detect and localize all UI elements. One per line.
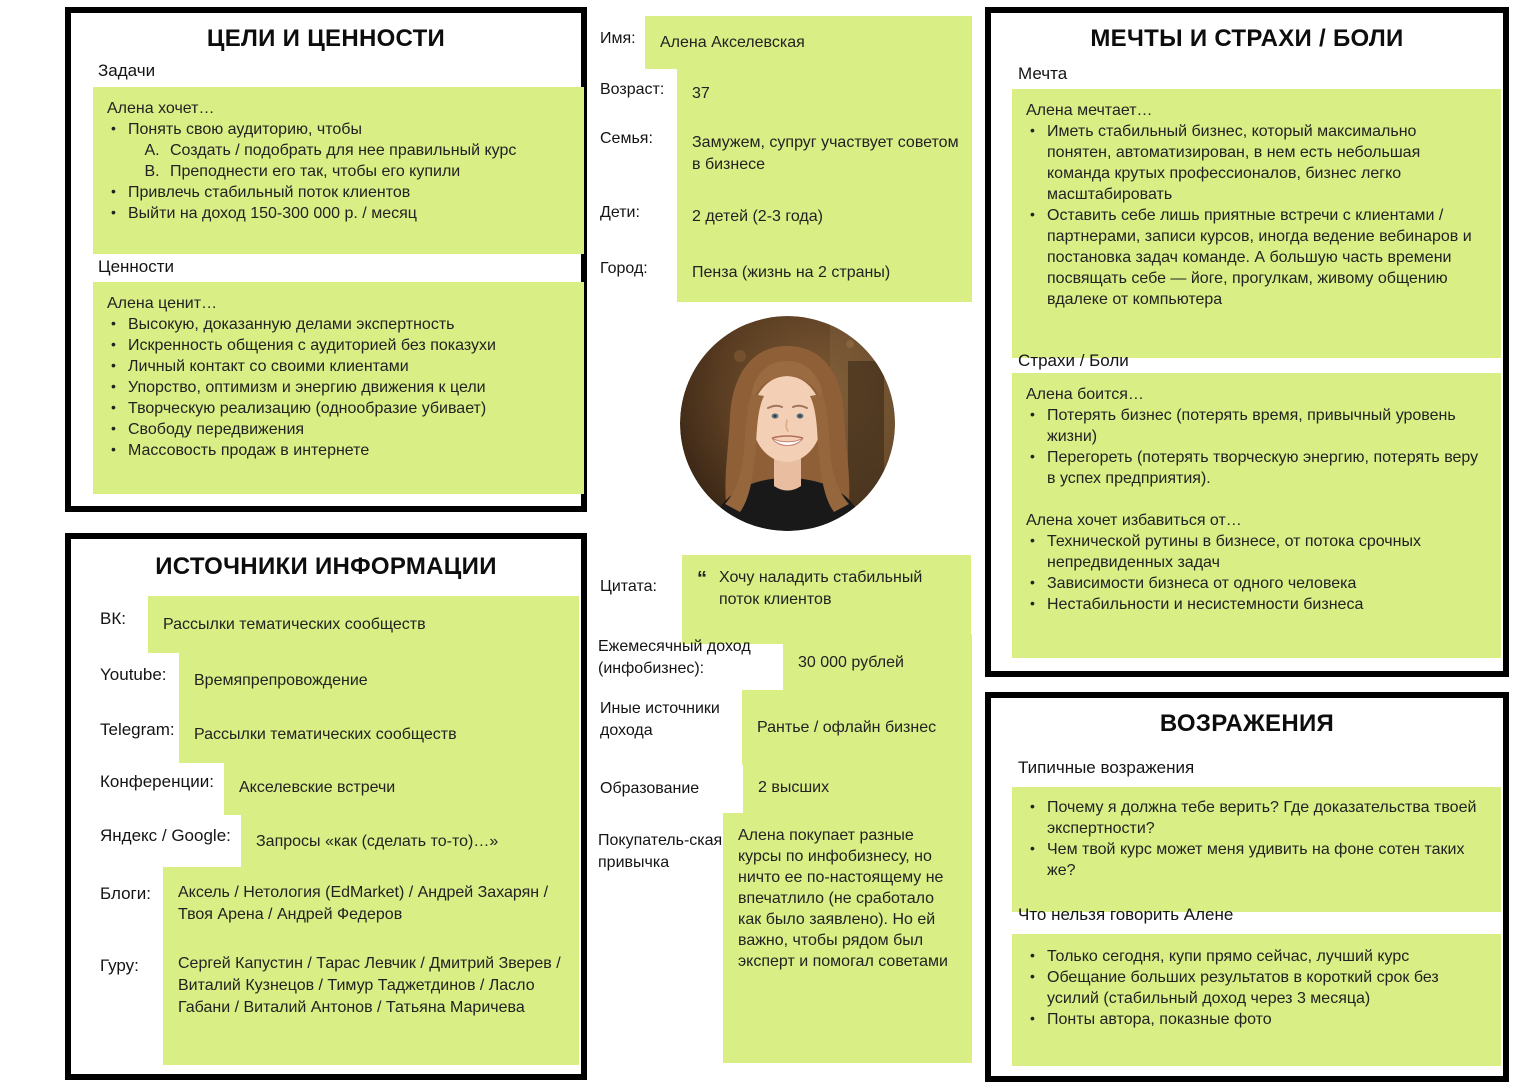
fears-intro: Алена боится…	[1026, 386, 1144, 403]
source-label-youtube: Youtube:	[100, 665, 167, 684]
source-label-guru: Гуру:	[100, 956, 139, 975]
list-item: • Перегореть (потерять творческую энергию, потерять веру в успех предприятия).	[1026, 447, 1483, 489]
list-item: • Свободу передвижения	[107, 419, 566, 440]
info-sources-panel	[65, 533, 587, 1080]
tasks-label: Задачи	[98, 61, 156, 80]
goals-values-panel	[65, 7, 587, 512]
quote-label: Цитата:	[600, 578, 657, 595]
list-item: • Оставить себе лишь приятные встречи с клиентами / партнерами, записи курсов, иногда ведение вебинаров и постановка задач команде. А большую часть времени посвящать себе — йоге, прогулкам, живому общению вдалеке от компьютера	[1026, 205, 1483, 310]
tasks-highlight	[93, 87, 584, 254]
rid-intro: Алена хочет избавиться от…	[1026, 512, 1242, 529]
dream-list	[1026, 121, 1483, 310]
never-say-label: Что нельзя говорить Алене	[1018, 905, 1234, 924]
never-say-list	[1026, 946, 1483, 1030]
list-item: • Только сегодня, купи прямо сейчас, лучший курс	[1026, 946, 1483, 967]
list-item: B. Преподнести его так, чтобы его купили	[164, 161, 566, 182]
quote-mark-icon: “	[697, 568, 707, 590]
habit-value: Алена покупает разные курсы по инфобизнесу, но ничто ее по-настоящему не впечатлило (не сработало как было заявлено). Но ей важно, чтобы рядом был эксперт и помогал советами	[723, 813, 972, 1063]
fears-list	[1026, 405, 1483, 489]
source-label-telegram: Telegram:	[100, 720, 175, 739]
source-label-conferences: Конференции:	[100, 772, 214, 791]
list-item: • Потерять бизнес (потерять время, привычный уровень жизни)	[1026, 405, 1483, 447]
persona-photo	[680, 316, 895, 531]
list-item: • Понты автора, показные фото	[1026, 1009, 1483, 1030]
list-item: A. Создать / подобрать для нее правильный курс	[164, 140, 566, 161]
panel-title: ВОЗРАЖЕНИЯ	[1159, 710, 1335, 737]
city-label: Город:	[600, 260, 648, 277]
dream-intro: Алена мечтает…	[1026, 102, 1153, 119]
dreams-fears-panel	[985, 7, 1509, 677]
name-label: Имя:	[600, 30, 636, 47]
persona-photo-illustration	[680, 316, 895, 531]
kids-label: Дети:	[600, 204, 640, 221]
list-item: • Чем твой курс может меня удивить на фоне сотен таких же?	[1026, 839, 1483, 881]
source-label-vk: ВК:	[100, 609, 126, 628]
list-item: • Обещание больших результатов в короткий срок без усилий (стабильный доход через 3 месяца)	[1026, 967, 1483, 1009]
list-item: • Личный контакт со своими клиентами	[107, 356, 566, 377]
quote-value	[682, 555, 971, 644]
objections-panel	[985, 692, 1509, 1082]
source-value-telegram: Рассылки тематических сообществ	[179, 707, 579, 763]
name-value: Алена Акселевская	[645, 16, 972, 69]
source-label-search: Яндекс / Google:	[100, 826, 231, 845]
source-value-guru: Сергей Капустин / Тарас Левчик / Дмитрий Зверев / Виталий Кузнецов / Тимур Таджетдинов / Ласло Габани / Виталий Антонов / Татьяна Маричева	[163, 941, 579, 1065]
tasks-list	[107, 119, 566, 224]
source-value-search: Запросы «как (сделать то-то)…»	[241, 813, 579, 870]
list-item: • Иметь стабильный бизнес, который максимально понятен, автоматизирован, в нем есть небольшая команда крутых профессионалов, бизнес легко масштабировать	[1026, 121, 1483, 205]
panel-title: ИСТОЧНИКИ ИНФОРМАЦИИ	[155, 553, 497, 580]
family-label: Семья:	[600, 130, 653, 147]
income-label: Ежемесячный доход (инфобизнес):	[598, 638, 751, 677]
fears-highlight	[1012, 373, 1501, 658]
quote-text: Хочу наладить стабильный поток клиентов	[719, 569, 923, 608]
source-label-blogs: Блоги:	[100, 884, 151, 903]
kids-value: 2 детей (2-3 года)	[677, 188, 972, 246]
list-item: • Высокую, доказанную делами экспертность	[107, 314, 566, 335]
list-item: • Зависимости бизнеса от одного человека	[1026, 573, 1483, 594]
list-item	[107, 119, 566, 182]
source-value-conferences: Акселевские встречи	[224, 760, 579, 815]
panel-title: ЦЕЛИ И ЦЕННОСТИ	[206, 25, 446, 52]
panel-title: МЕЧТЫ И СТРАХИ / БОЛИ	[1090, 25, 1404, 52]
rid-list	[1026, 531, 1483, 615]
values-list	[107, 314, 566, 461]
city-value: Пенза (жизнь на 2 страны)	[677, 244, 972, 302]
tasks-intro: Алена хочет…	[107, 100, 215, 117]
education-value: 2 высших	[743, 762, 972, 814]
source-value-youtube: Времяпрепровождение	[179, 652, 579, 709]
typical-objections-label: Типичные возражения	[1018, 758, 1195, 777]
values-label: Ценности	[98, 257, 175, 276]
values-highlight	[93, 282, 584, 494]
list-item: • Массовость продаж в интернете	[107, 440, 566, 461]
list-item: • Нестабильности и несистемности бизнеса	[1026, 594, 1483, 615]
list-item: • Творческую реализацию (однообразие убивает)	[107, 398, 566, 419]
typical-objections-highlight	[1012, 787, 1501, 912]
list-item: • Искренность общения с аудиторией без показухи	[107, 335, 566, 356]
family-value: Замужем, супруг участвует советом в бизнесе	[677, 117, 972, 191]
fears-label: Страхи / Боли	[1018, 351, 1129, 370]
age-label: Возраст:	[600, 81, 665, 98]
list-item: • Почему я должна тебе верить? Где доказательства твоей экспертности?	[1026, 797, 1483, 839]
list-item: • Упорство, оптимизм и энергию движения к цели	[107, 377, 566, 398]
list-item: • Выйти на доход 150-300 000 р. / месяц	[107, 203, 566, 224]
source-value-vk: Рассылки тематических сообществ	[148, 596, 579, 653]
list-item: • Технической рутины в бизнесе, от потока срочных непредвиденных задач	[1026, 531, 1483, 573]
never-say-highlight	[1012, 934, 1501, 1066]
list-item: • Привлечь стабильный поток клиентов	[107, 182, 566, 203]
other-income-value: Рантье / офлайн бизнес	[742, 690, 972, 765]
tasks-sublist	[128, 140, 566, 182]
dream-label: Мечта	[1018, 64, 1068, 83]
typical-objections-list	[1026, 797, 1483, 881]
education-label: Образование	[600, 780, 700, 797]
source-value-blogs: Аксель / Нетология (EdMarket) / Андрей Захарян / Твоя Арена / Андрей Федеров	[163, 867, 579, 941]
other-income-label: Иные источники дохода	[600, 700, 720, 739]
age-value: 37	[677, 68, 972, 119]
values-intro: Алена ценит…	[107, 295, 218, 312]
income-value: 30 000 рублей	[783, 634, 972, 691]
dream-highlight	[1012, 89, 1501, 358]
list-item-text: Понять свою аудиторию, чтобы	[128, 121, 362, 138]
habit-label: Покупатель-ская привычка	[598, 832, 723, 871]
